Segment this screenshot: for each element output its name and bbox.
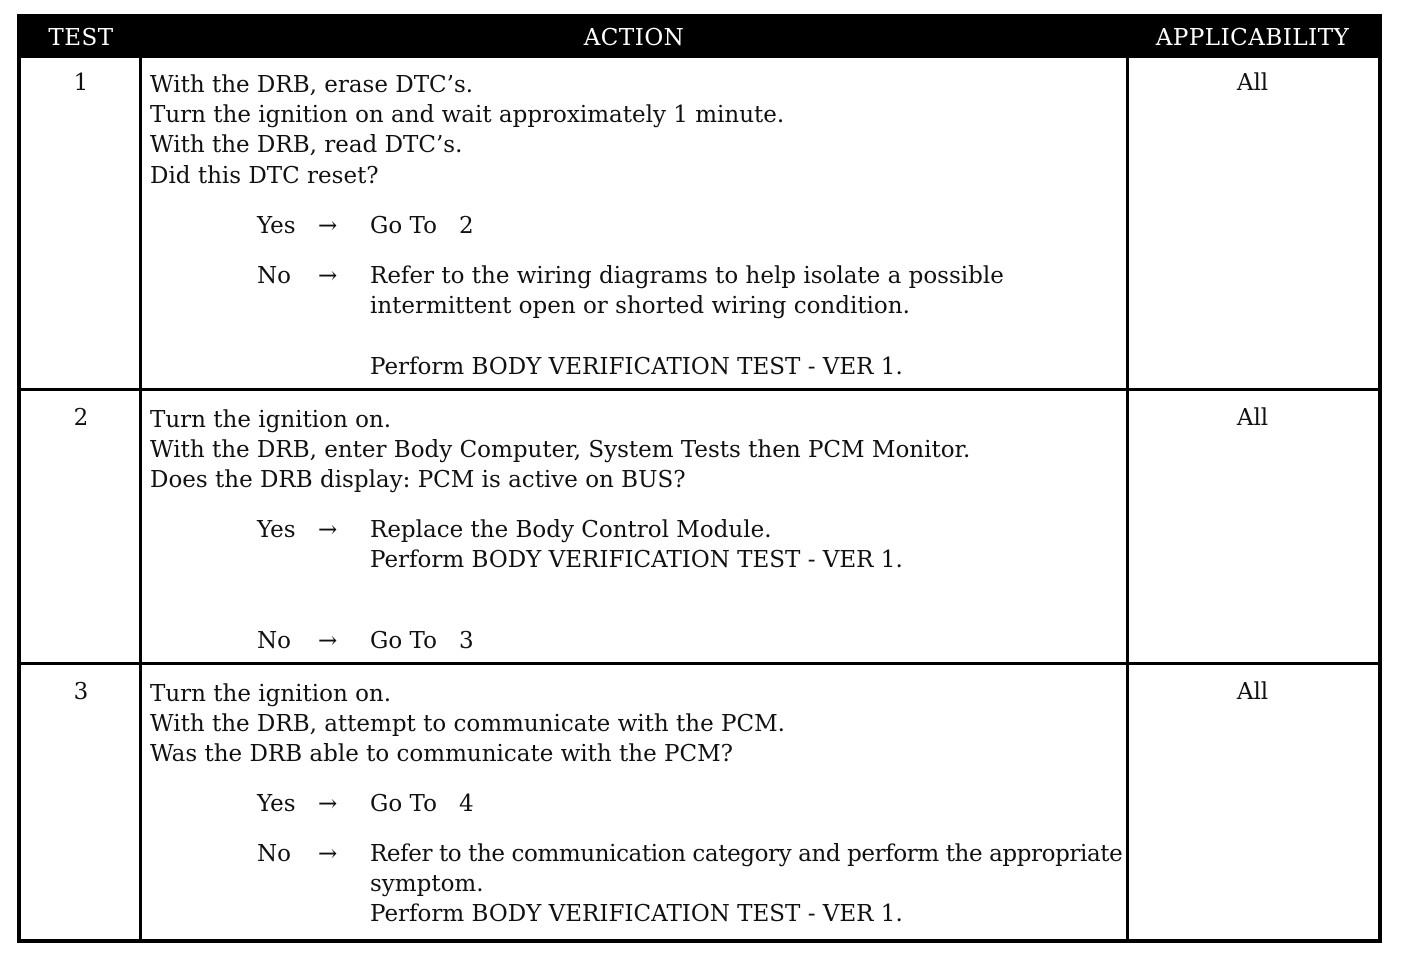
right-arrow-icon: → [318,841,338,867]
no-result-line: Perform BODY VERIFICATION TEST - VER 1. [370,901,903,927]
goto-text: Go To [370,628,437,654]
table-row [21,395,1378,662]
goto-link[interactable] [370,789,474,819]
action-step: Was the DRB able to communicate with the PCM? [150,741,733,767]
row-divider [21,662,1378,665]
yes-label: Yes [257,791,296,817]
no-result-line: Perform BODY VERIFICATION TEST - VER 1. [370,354,903,380]
yes-label: Yes [257,213,296,239]
no-result-line: intermittent open or shorted wiring condition. [370,293,910,319]
no-label: No [257,628,291,654]
goto-text: Go To [370,213,437,239]
no-label: No [257,263,291,289]
right-arrow-icon: → [318,517,338,543]
right-arrow-icon: → [318,213,338,239]
no-label: No [257,841,291,867]
table-header [21,18,1378,58]
action-step: With the DRB, attempt to communicate with the PCM. [150,711,785,737]
diagnostic-table [17,14,1382,943]
applicability-value: All [1236,679,1269,705]
no-result-line: symptom. [370,871,484,897]
test-number: 1 [73,70,89,96]
table-row [21,60,1378,388]
action-step: Turn the ignition on and wait approximately 1 minute. [150,102,785,128]
yes-result-line: Replace the Body Control Module. [370,517,772,543]
header-test: TEST [48,25,114,51]
goto-number: 4 [458,791,474,817]
row-divider [21,388,1378,391]
yes-label: Yes [257,517,296,543]
action-step: Did this DTC reset? [150,163,379,189]
test-number: 3 [73,679,89,705]
test-number: 2 [73,405,89,431]
yes-result-line: Perform BODY VERIFICATION TEST - VER 1. [370,547,903,573]
action-step: Does the DRB display: PCM is active on BUS? [150,467,686,493]
action-step: With the DRB, enter Body Computer, System Tests then PCM Monitor. [150,437,971,463]
action-step: Turn the ignition on. [150,407,392,433]
action-step: With the DRB, erase DTC’s. [150,72,474,98]
action-step: With the DRB, read DTC’s. [150,132,463,158]
header-action: ACTION [583,25,685,51]
goto-text: Go To [370,791,437,817]
right-arrow-icon: → [318,791,338,817]
goto-number: 3 [458,628,474,654]
table-row [21,669,1378,943]
action-step: Turn the ignition on. [150,681,392,707]
right-arrow-icon: → [318,263,338,289]
no-result-line: Refer to the wiring diagrams to help isolate a possible [370,263,1004,289]
header-applicability: APPLICABILITY [1155,25,1350,51]
no-result-line: Refer to the communication category and perform the appropriate [370,841,1123,867]
applicability-value: All [1236,70,1269,96]
applicability-value: All [1236,405,1269,431]
goto-link[interactable] [370,626,474,656]
goto-link[interactable] [370,211,474,241]
goto-number: 2 [458,213,474,239]
right-arrow-icon: → [318,628,338,654]
